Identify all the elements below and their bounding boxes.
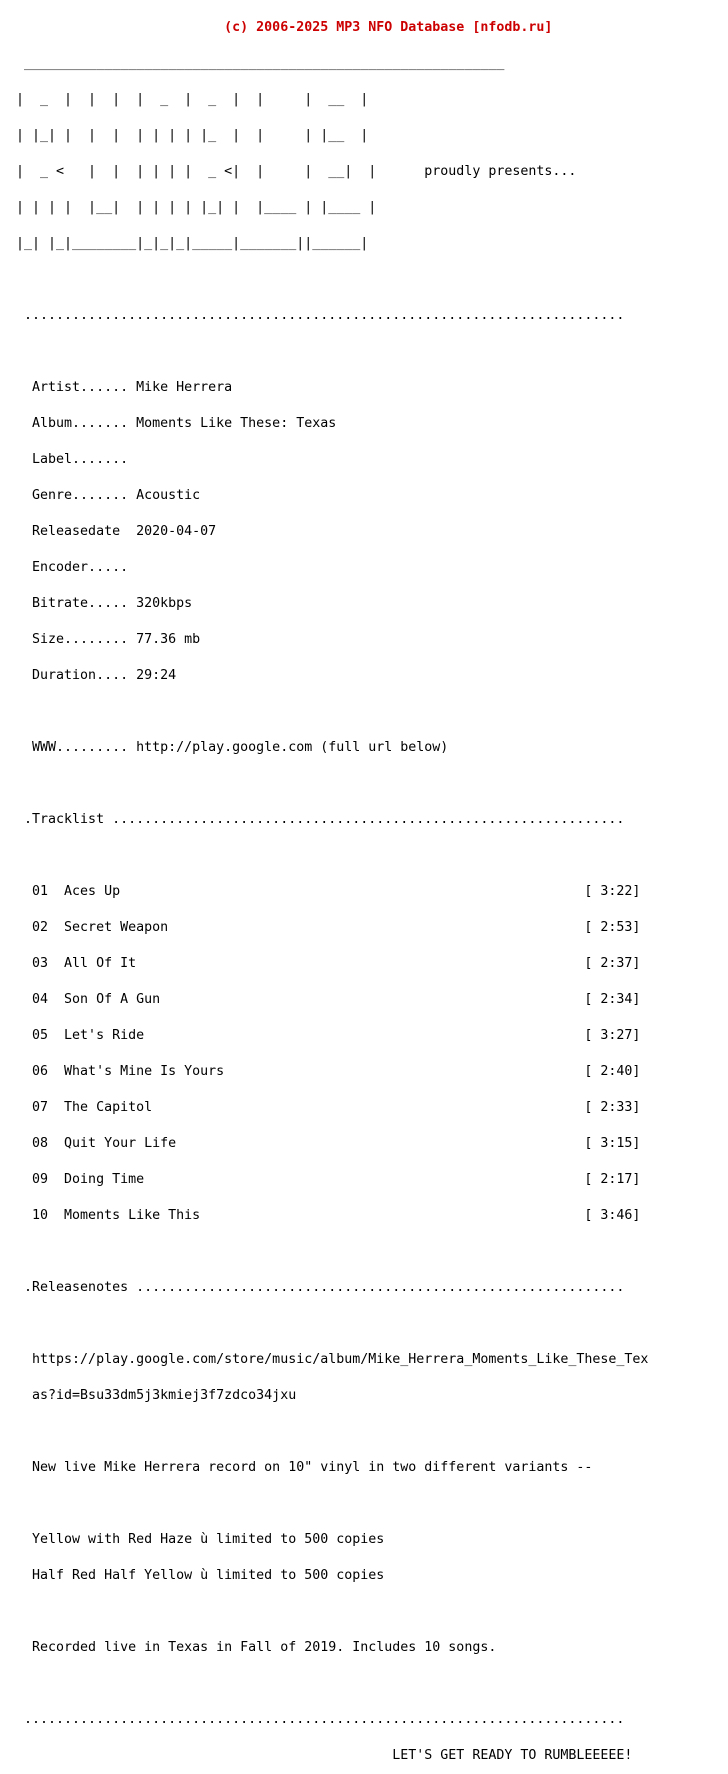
- ascii-logo-line-6: |_| |_|________|_|_|_|_____|_______||______|: [0, 236, 369, 251]
- ascii-logo-line-2: | _ | | | | _ | _ | | | __ |: [0, 92, 369, 107]
- releasenotes-heading: .Releasenotes .............................................................: [0, 1280, 625, 1295]
- track-row: 08 Quit Your Life [ 3:15]: [0, 1136, 641, 1151]
- blank-line: [0, 1246, 648, 1258]
- release-note-variant-2: Half Red Half Yellow ù limited to 500 copies: [0, 1568, 385, 1583]
- blank-line: [0, 274, 648, 286]
- release-note-variant-1: Yellow with Red Haze ù limited to 500 copies: [0, 1532, 385, 1547]
- footer-tagline: LET'S GET READY TO RUMBLEEEEE!: [0, 1748, 633, 1763]
- blank-line: [0, 778, 648, 790]
- track-row: 02 Secret Weapon [ 2:53]: [0, 920, 641, 935]
- ascii-logo-line-5: | | | | |__| | | | | |_| | |____ | |____ |: [0, 200, 377, 215]
- info-releasedate: Releasedate 2020-04-07: [0, 524, 217, 539]
- info-label: Label.......: [0, 452, 129, 467]
- info-bitrate: Bitrate..... 320kbps: [0, 596, 193, 611]
- track-row: 01 Aces Up [ 3:22]: [0, 884, 641, 899]
- blank-line: [0, 1426, 648, 1438]
- copyright-header: (c) 2006-2025 MP3 NFO Database [nfodb.ru]: [0, 20, 553, 35]
- blank-line: [0, 706, 648, 718]
- blank-line: [0, 850, 648, 862]
- release-note-vinyl: New live Mike Herrera record on 10" vinyl in two different variants --: [0, 1460, 593, 1475]
- ascii-logo-line-1: ____________________________________________________________: [0, 56, 505, 71]
- ascii-logo-line-3: | |_| | | | | | | | |_ | | | |__ |: [0, 128, 369, 143]
- blank-line: [0, 1498, 648, 1510]
- release-url-line-1: https://play.google.com/store/music/album/Mike_Herrera_Moments_Like_These_Tex: [0, 1352, 649, 1367]
- info-genre: Genre....... Acoustic: [0, 488, 201, 503]
- blank-line: [0, 346, 648, 358]
- blank-line: [0, 1678, 648, 1690]
- info-album: Album....... Moments Like These: Texas: [0, 416, 337, 431]
- info-encoder: Encoder.....: [0, 560, 129, 575]
- blank-line: [0, 1606, 648, 1618]
- track-row: 09 Doing Time [ 2:17]: [0, 1172, 641, 1187]
- track-row: 03 All Of It [ 2:37]: [0, 956, 641, 971]
- info-size: Size........ 77.36 mb: [0, 632, 201, 647]
- track-row: 06 What's Mine Is Yours [ 2:40]: [0, 1064, 641, 1079]
- track-row: 05 Let's Ride [ 3:27]: [0, 1028, 641, 1043]
- tracklist-heading: .Tracklist ................................................................: [0, 812, 625, 827]
- info-www: WWW......... http://play.google.com (full url below): [0, 740, 449, 755]
- track-row: 10 Moments Like This [ 3:46]: [0, 1208, 641, 1223]
- ascii-logo-line-4: | _ < | | | | | | _ <| | | __| | proudly presents...: [0, 164, 577, 179]
- track-row: 07 The Capitol [ 2:33]: [0, 1100, 641, 1115]
- divider-line: ...........................................................................: [0, 1712, 625, 1727]
- blank-line: [0, 1318, 648, 1330]
- track-row: 04 Son Of A Gun [ 2:34]: [0, 992, 641, 1007]
- divider-line: ...........................................................................: [0, 308, 625, 323]
- release-url-line-2: as?id=Bsu33dm5j3kmiej3f7zdco34jxu: [0, 1388, 297, 1403]
- info-duration: Duration.... 29:24: [0, 668, 177, 683]
- info-artist: Artist...... Mike Herrera: [0, 380, 233, 395]
- release-note-recorded: Recorded live in Texas in Fall of 2019. Includes 10 songs.: [0, 1640, 497, 1655]
